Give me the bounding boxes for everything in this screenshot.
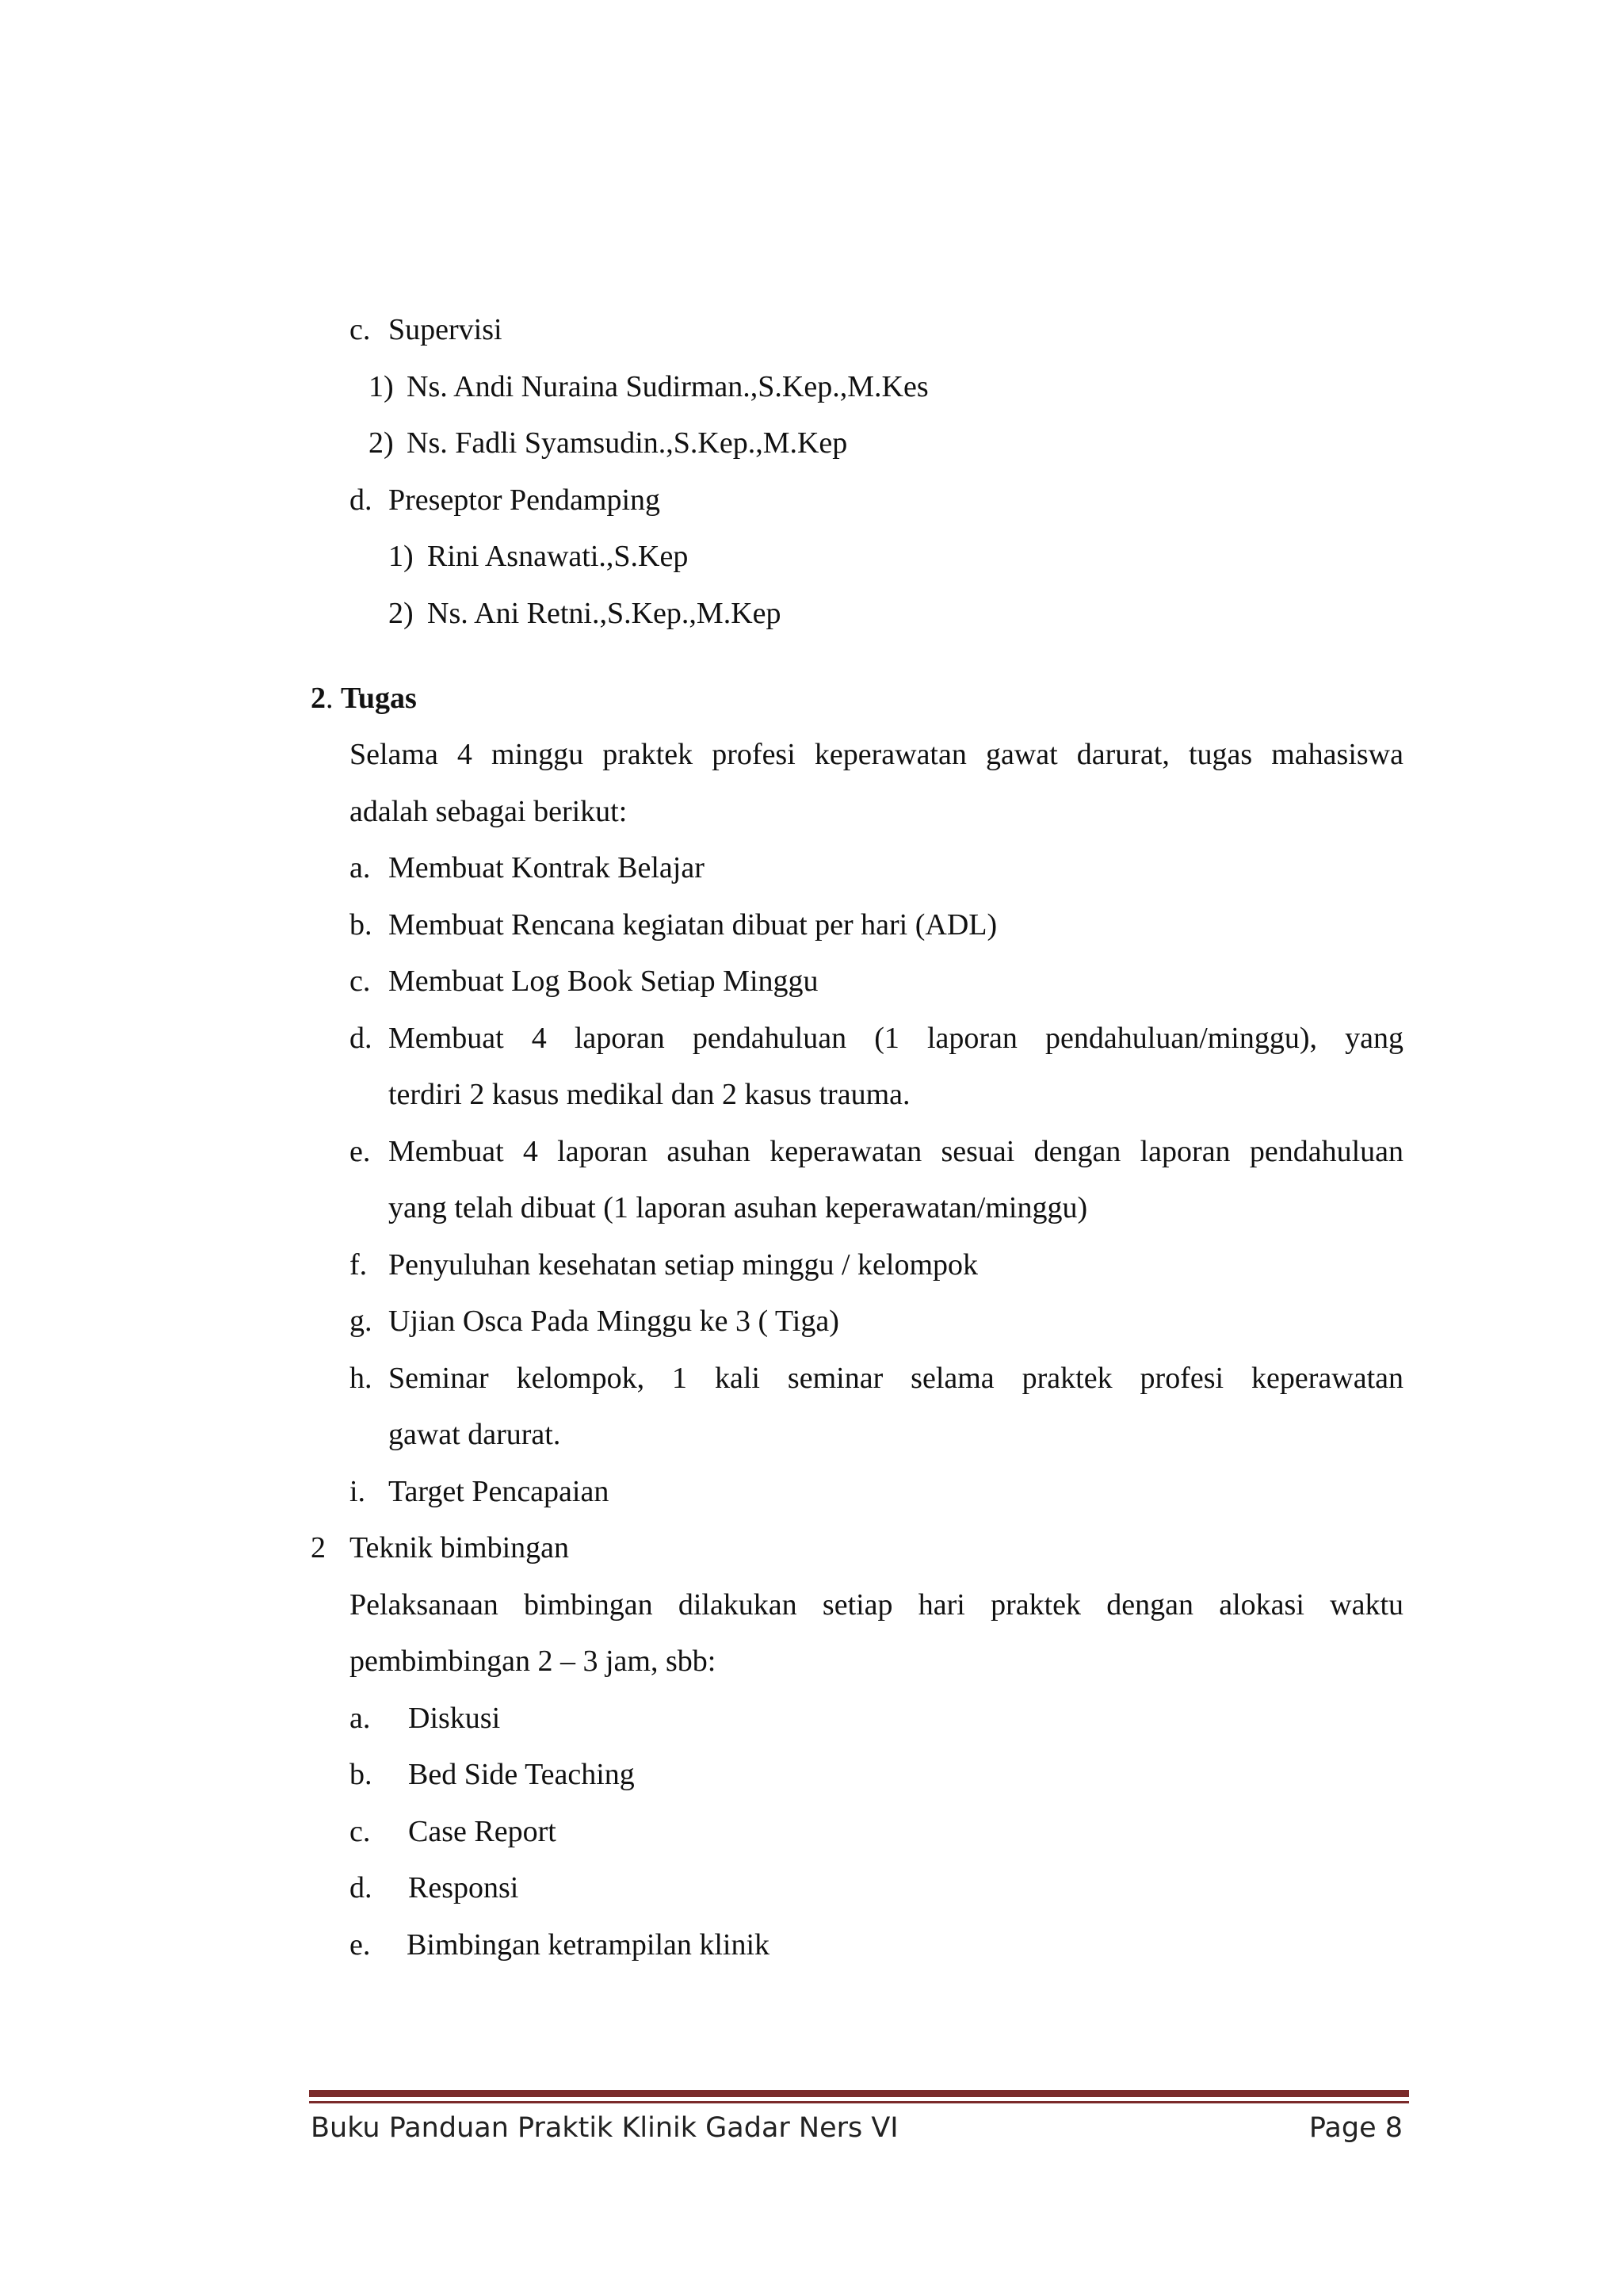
list-marker: e. bbox=[349, 1135, 371, 1168]
task-item: Membuat 4 laporan asuhan keperawatan sesuai dengan laporan pendahuluan bbox=[388, 1135, 1403, 1168]
task-item: Target Pencapaian bbox=[388, 1475, 609, 1508]
method-item: Diskusi bbox=[408, 1702, 501, 1735]
footer-rule bbox=[309, 2090, 1409, 2097]
method-item: Case Report bbox=[408, 1815, 556, 1848]
method-item: Bed Side Teaching bbox=[408, 1758, 635, 1791]
paragraph-line: pembimbingan 2 – 3 jam, sbb: bbox=[349, 1645, 716, 1678]
preceptor-name: Ns. Ani Retni.,S.Kep.,M.Kep bbox=[427, 597, 781, 630]
section-number: 2 bbox=[311, 682, 326, 715]
list-marker: e. bbox=[349, 1928, 371, 1962]
list-marker: 2) bbox=[388, 597, 414, 630]
task-item: Penyuluhan kesehatan setiap minggu / kelompok bbox=[388, 1248, 979, 1282]
list-marker: d. bbox=[349, 1871, 372, 1904]
list-marker: g. bbox=[349, 1305, 372, 1338]
task-item: Membuat Log Book Setiap Minggu bbox=[388, 965, 819, 998]
task-item: Seminar kelompok, 1 kali seminar selama praktek profesi keperawatan bbox=[388, 1362, 1403, 1395]
task-item-cont: terdiri 2 kasus medikal dan 2 kasus trauma. bbox=[388, 1078, 911, 1111]
task-item-cont: gawat darurat. bbox=[388, 1418, 561, 1451]
task-item: Ujian Osca Pada Minggu ke 3 ( Tiga) bbox=[388, 1305, 839, 1338]
paragraph-line: adalah sebagai berikut: bbox=[349, 795, 628, 828]
footer-title: Buku Panduan Praktik Klinik Gadar Ners VI bbox=[311, 2112, 899, 2144]
task-item: Membuat Kontrak Belajar bbox=[388, 851, 705, 884]
task-item: Membuat 4 laporan pendahuluan (1 laporan pendahuluan/minggu), yang bbox=[388, 1022, 1403, 1055]
section-title: Tugas bbox=[341, 682, 417, 715]
method-item: Responsi bbox=[408, 1871, 519, 1904]
section-title-teknik: Teknik bimbingan bbox=[349, 1531, 570, 1564]
supervisor-name: Ns. Andi Nuraina Sudirman.,S.Kep.,M.Kes bbox=[407, 370, 929, 403]
method-item: Bimbingan ketrampilan klinik bbox=[407, 1928, 770, 1962]
list-item-supervisi: Supervisi bbox=[388, 313, 502, 346]
paragraph-line: Pelaksanaan bimbingan dilakukan setiap hari praktek dengan alokasi waktu bbox=[349, 1588, 1403, 1622]
paragraph-line: Selama 4 minggu praktek profesi keperawatan gawat darurat, tugas mahasiswa bbox=[349, 738, 1403, 771]
footer-rule-thin bbox=[309, 2101, 1409, 2103]
section-heading-tugas bbox=[311, 683, 417, 713]
list-marker: b. bbox=[349, 1758, 372, 1791]
list-marker: a. bbox=[349, 1702, 371, 1735]
list-marker: i. bbox=[349, 1475, 366, 1508]
section-number-dot: . bbox=[326, 682, 341, 715]
list-marker: c. bbox=[349, 965, 371, 998]
preceptor-name: Rini Asnawati.,S.Kep bbox=[427, 540, 689, 573]
list-marker: c. bbox=[349, 313, 371, 346]
page-number: Page 8 bbox=[1308, 2112, 1403, 2144]
supervisor-name: Ns. Fadli Syamsudin.,S.Kep.,M.Kep bbox=[407, 426, 848, 460]
section-number: 2 bbox=[311, 1531, 326, 1564]
list-item-preseptor: Preseptor Pendamping bbox=[388, 483, 661, 517]
list-marker: f. bbox=[349, 1248, 368, 1282]
list-marker: 1) bbox=[369, 370, 394, 403]
list-marker: c. bbox=[349, 1815, 371, 1848]
list-marker: 1) bbox=[388, 540, 414, 573]
task-item: Membuat Rencana kegiatan dibuat per hari (ADL) bbox=[388, 908, 998, 942]
list-marker: 2) bbox=[369, 426, 394, 460]
list-marker: b. bbox=[349, 908, 372, 942]
list-marker: a. bbox=[349, 851, 371, 884]
list-marker: d. bbox=[349, 483, 372, 517]
list-marker: h. bbox=[349, 1362, 372, 1395]
list-marker: d. bbox=[349, 1022, 372, 1055]
task-item-cont: yang telah dibuat (1 laporan asuhan keperawatan/minggu) bbox=[388, 1191, 1088, 1224]
